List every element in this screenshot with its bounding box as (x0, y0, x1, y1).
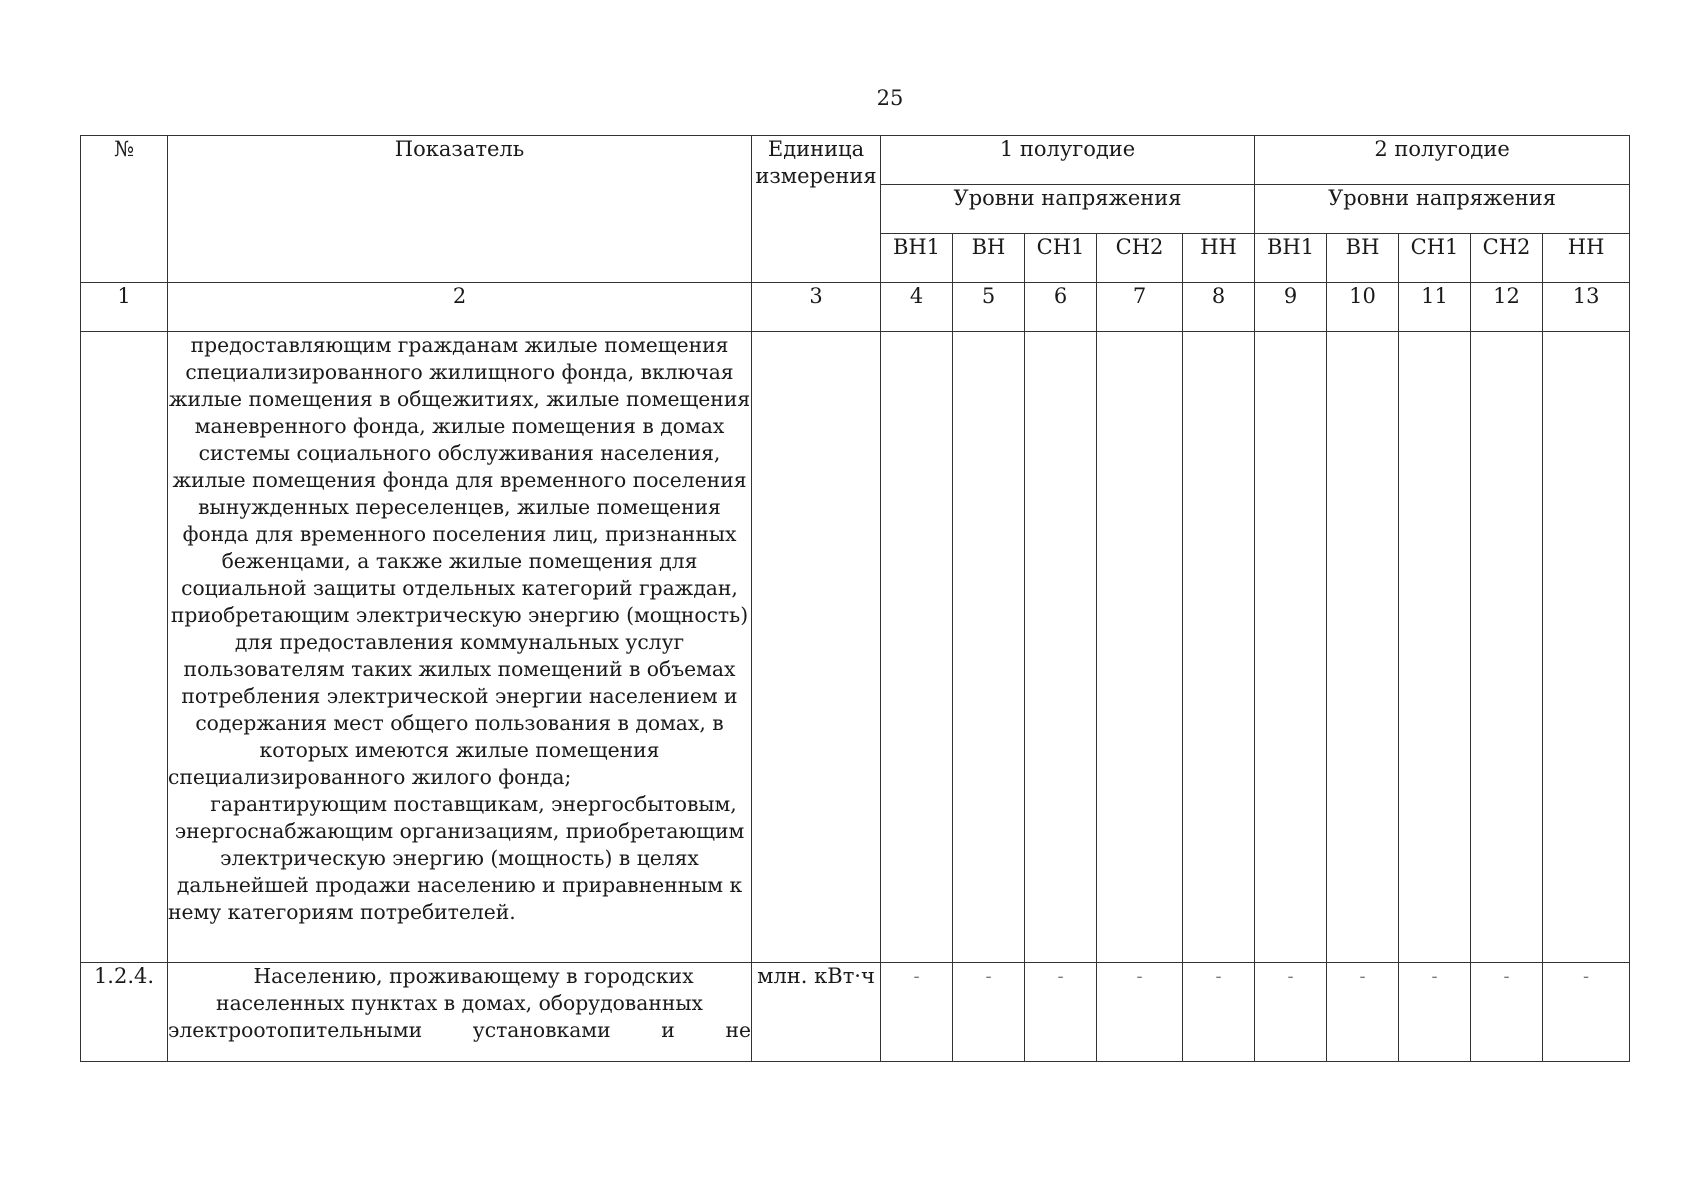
value-cell (953, 332, 1025, 963)
level-header: ВН1 (1255, 234, 1327, 283)
header-voltage-levels-first: Уровни напряжения (881, 185, 1255, 234)
level-header: СН1 (1399, 234, 1471, 283)
value-cell: - (1255, 963, 1327, 1062)
level-header: ВН1 (881, 234, 953, 283)
value-cell (1025, 332, 1097, 963)
level-header: СН2 (1097, 234, 1183, 283)
column-number: 6 (1025, 283, 1097, 332)
header-first-half: 1 полугодие (881, 136, 1255, 185)
level-header: СН2 (1471, 234, 1543, 283)
indicator-text (168, 332, 752, 963)
column-number: 5 (953, 283, 1025, 332)
header-indicator: Показатель (168, 136, 752, 283)
value-cell: - (1471, 963, 1543, 1062)
column-number: 12 (1471, 283, 1543, 332)
value-cell (1327, 332, 1399, 963)
value-cell: - (1183, 963, 1255, 1062)
value-cell: - (953, 963, 1025, 1062)
value-cell: - (1097, 963, 1183, 1062)
level-header: ВН (953, 234, 1025, 283)
indicator-paragraph: Населению, проживающему в городских населенных пунктах в домах, оборудованных электроотопительными установками и не (168, 964, 751, 1042)
value-cell (881, 332, 953, 963)
indicator-text (168, 963, 752, 1062)
header-second-half: 2 полугодие (1255, 136, 1630, 185)
level-header: СН1 (1025, 234, 1097, 283)
row-number (81, 332, 168, 963)
indicator-paragraph: предоставляющим гражданам жилые помещения специализированного жилищного фонда, включая жилые помещения в общежитиях, жилые помещения маневренного фонда, жилые помещения в домах системы социального обслуживания населения, жилые помещения фонда для временного поселения вынужденных переселенцев, жилые помещения фонда для временного поселения лиц, признанных беженцами, а также жилые помещения для социальной защиты отдельных категорий граждан, приобретающим электрическую энергию (мощность) для предоставления коммунальных услуг пользователям таких жилых помещений в объемах потребления электрической энергии населением и содержания мест общего пользования в домах, в которых имеются жилые помещения специализированного жилого фонда; (168, 333, 751, 789)
column-number: 9 (1255, 283, 1327, 332)
value-cell (1471, 332, 1543, 963)
table-row (81, 332, 1630, 963)
indicator-paragraph: гарантирующим поставщикам, энергосбытовым, энергоснабжающим организациям, приобретающим электрическую энергию (мощность) в целях дальнейшей продажи населению и приравненным к нему категориям потребителей. (168, 792, 745, 924)
page-number: 25 (876, 86, 904, 110)
column-number: 1 (81, 283, 168, 332)
value-cell (1097, 332, 1183, 963)
level-header: НН (1543, 234, 1630, 283)
column-number: 4 (881, 283, 953, 332)
row-number: 1.2.4. (81, 963, 168, 1062)
value-cell: - (1543, 963, 1630, 1062)
level-header: ВН (1327, 234, 1399, 283)
unit-cell (752, 332, 881, 963)
value-cell (1543, 332, 1630, 963)
value-cell: - (1399, 963, 1471, 1062)
value-cell (1399, 332, 1471, 963)
header-number: № (81, 136, 168, 283)
value-cell (1255, 332, 1327, 963)
tariff-indicators-table (80, 135, 1630, 1062)
column-number: 11 (1399, 283, 1471, 332)
header-voltage-levels-second: Уровни напряжения (1255, 185, 1630, 234)
value-cell (1183, 332, 1255, 963)
column-number: 2 (168, 283, 752, 332)
column-number: 10 (1327, 283, 1399, 332)
table-row (81, 963, 1630, 1062)
value-cell: - (1025, 963, 1097, 1062)
level-header: НН (1183, 234, 1255, 283)
column-number: 13 (1543, 283, 1630, 332)
column-number: 3 (752, 283, 881, 332)
header-unit: Единица измерения (752, 136, 881, 283)
unit-cell: млн. кВт·ч (752, 963, 881, 1062)
column-number: 8 (1183, 283, 1255, 332)
value-cell: - (881, 963, 953, 1062)
column-number: 7 (1097, 283, 1183, 332)
value-cell: - (1327, 963, 1399, 1062)
